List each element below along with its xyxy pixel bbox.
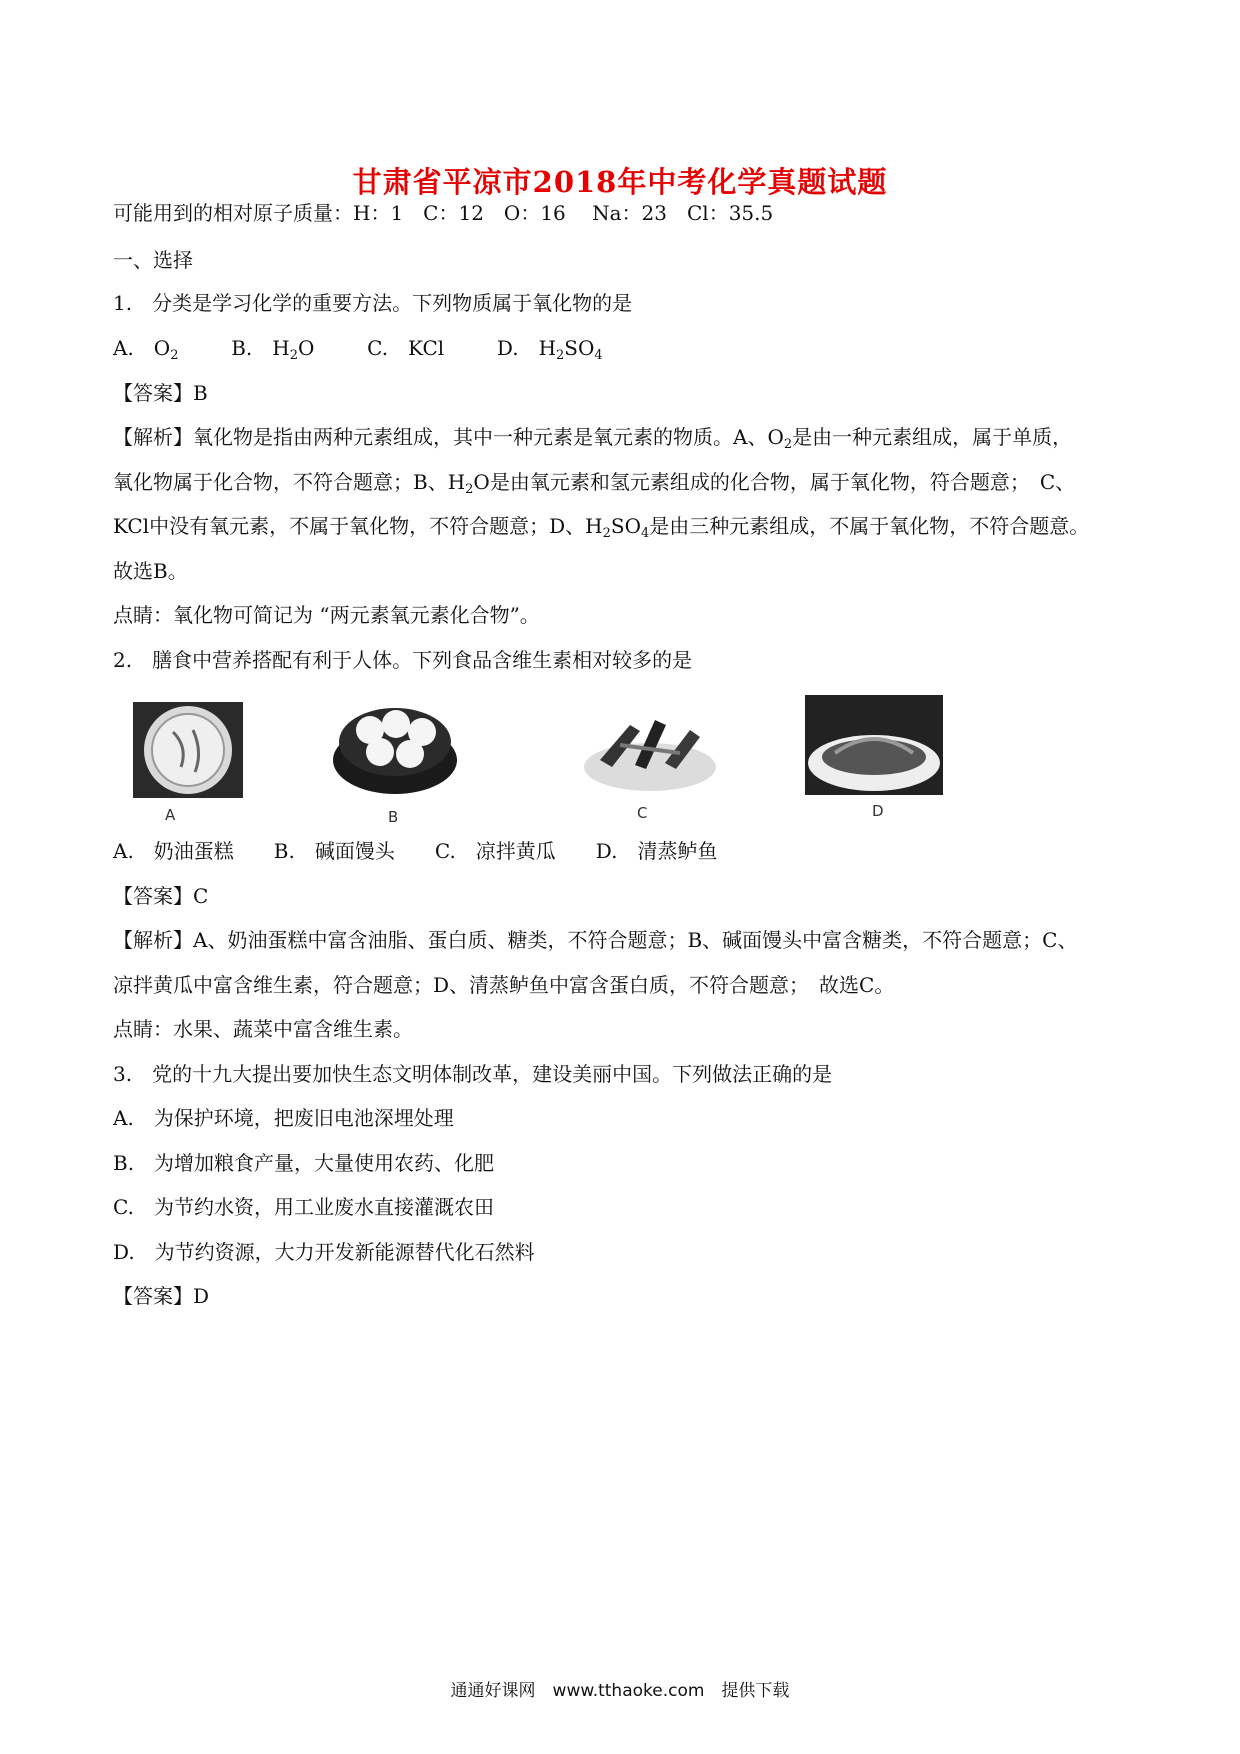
q2-analysis-line-1: 【解析】A、奶油蛋糕中富含油脂、蛋白质、糖类，不符合题意；B、碱面馒头中富含糖类，不符合题意；C、 — [113, 928, 1078, 952]
q2-analysis-line-2: 凉拌黄瓜中富含维生素，符合题意；D、清蒸鲈鱼中富含蛋白质，不符合题意； 故选C。 — [113, 973, 895, 997]
q3-option-b: B. 为增加粮食产量，大量使用农药、化肥 — [113, 1151, 495, 1175]
image-label-d: D — [872, 802, 884, 820]
page-title: 甘肃省平凉市2018年中考化学真题试题 — [352, 165, 888, 199]
q3-stem: 3. 党的十九大提出要加快生态文明体制改革，建设美丽中国。下列做法正确的是 — [113, 1062, 833, 1086]
q1-option-a: A. $O_2$ — [113, 336, 179, 363]
q3-option-c: C. 为节约水资，用工业废水直接灌溉农田 — [113, 1195, 494, 1219]
q1-option-b: B. $H_2O$ — [231, 336, 315, 363]
q1-analysis-line-1: 【解析】氧化物是指由两种元素组成，其中一种元素是氧元素的物质。A、$O_2$是由一种元素组成，属于单质， — [113, 425, 1073, 452]
page-footer: 通通好课网 www.tthaoke.com 提供下载 — [450, 1681, 790, 1701]
q3-option-d: D. 为节约资源，大力开发新能源替代化石然料 — [113, 1240, 535, 1264]
q1-option-c: C. KCl — [367, 336, 445, 360]
q3-answer: 【答案】D — [113, 1284, 210, 1308]
cucumber-salad-image — [580, 705, 720, 797]
q1-options — [113, 335, 1133, 369]
q1-analysis-line-3: KCl中没有氧元素，不属于氧化物，不符合题意；D、$H_2SO_4$是由三种元素组成，不属于氧化物，不符合题意。 — [113, 514, 1090, 541]
image-label-b: B — [388, 808, 399, 826]
atomic-masses-line: 可能用到的相对原子质量：H：1 C：12 O：16 Na：23 Cl：35.5 — [113, 201, 774, 225]
section-heading: 一、选择 — [113, 248, 193, 272]
q1-tip: 点睛：氧化物可简记为 “两元素氧元素化合物”。 — [113, 603, 540, 627]
q2-stem: 2. 膳食中营养搭配有利于人体。下列食品含维生素相对较多的是 — [113, 648, 693, 672]
q2-options: A. 奶油蛋糕 B. 碱面馒头 C. 凉拌黄瓜 D. 清蒸鲈鱼 — [113, 839, 718, 863]
q1-analysis-line-4: 故选B。 — [113, 559, 188, 583]
cake-image — [133, 702, 243, 798]
q2-tip: 点睛：水果、蔬菜中富含维生素。 — [113, 1017, 413, 1041]
q1-analysis-line-2: 氧化物属于化合物，不符合题意；B、$H_2O$是由氧元素和氢元素组成的化合物，属于氧化物，符合题意； C、 — [113, 470, 1076, 497]
q1-stem: 1. 分类是学习化学的重要方法。下列物质属于氧化物的是 — [113, 291, 633, 315]
steamed-fish-image — [805, 695, 943, 795]
q2-answer: 【答案】C — [113, 884, 209, 908]
image-label-c: C — [637, 804, 648, 822]
q1-option-d: D. $H_2SO_4$ — [496, 336, 603, 363]
image-label-a: A — [165, 806, 176, 824]
steamed-buns-image — [330, 700, 460, 798]
q3-option-a: A. 为保护环境，把废旧电池深埋处理 — [113, 1106, 454, 1130]
q1-answer: 【答案】B — [113, 381, 208, 405]
